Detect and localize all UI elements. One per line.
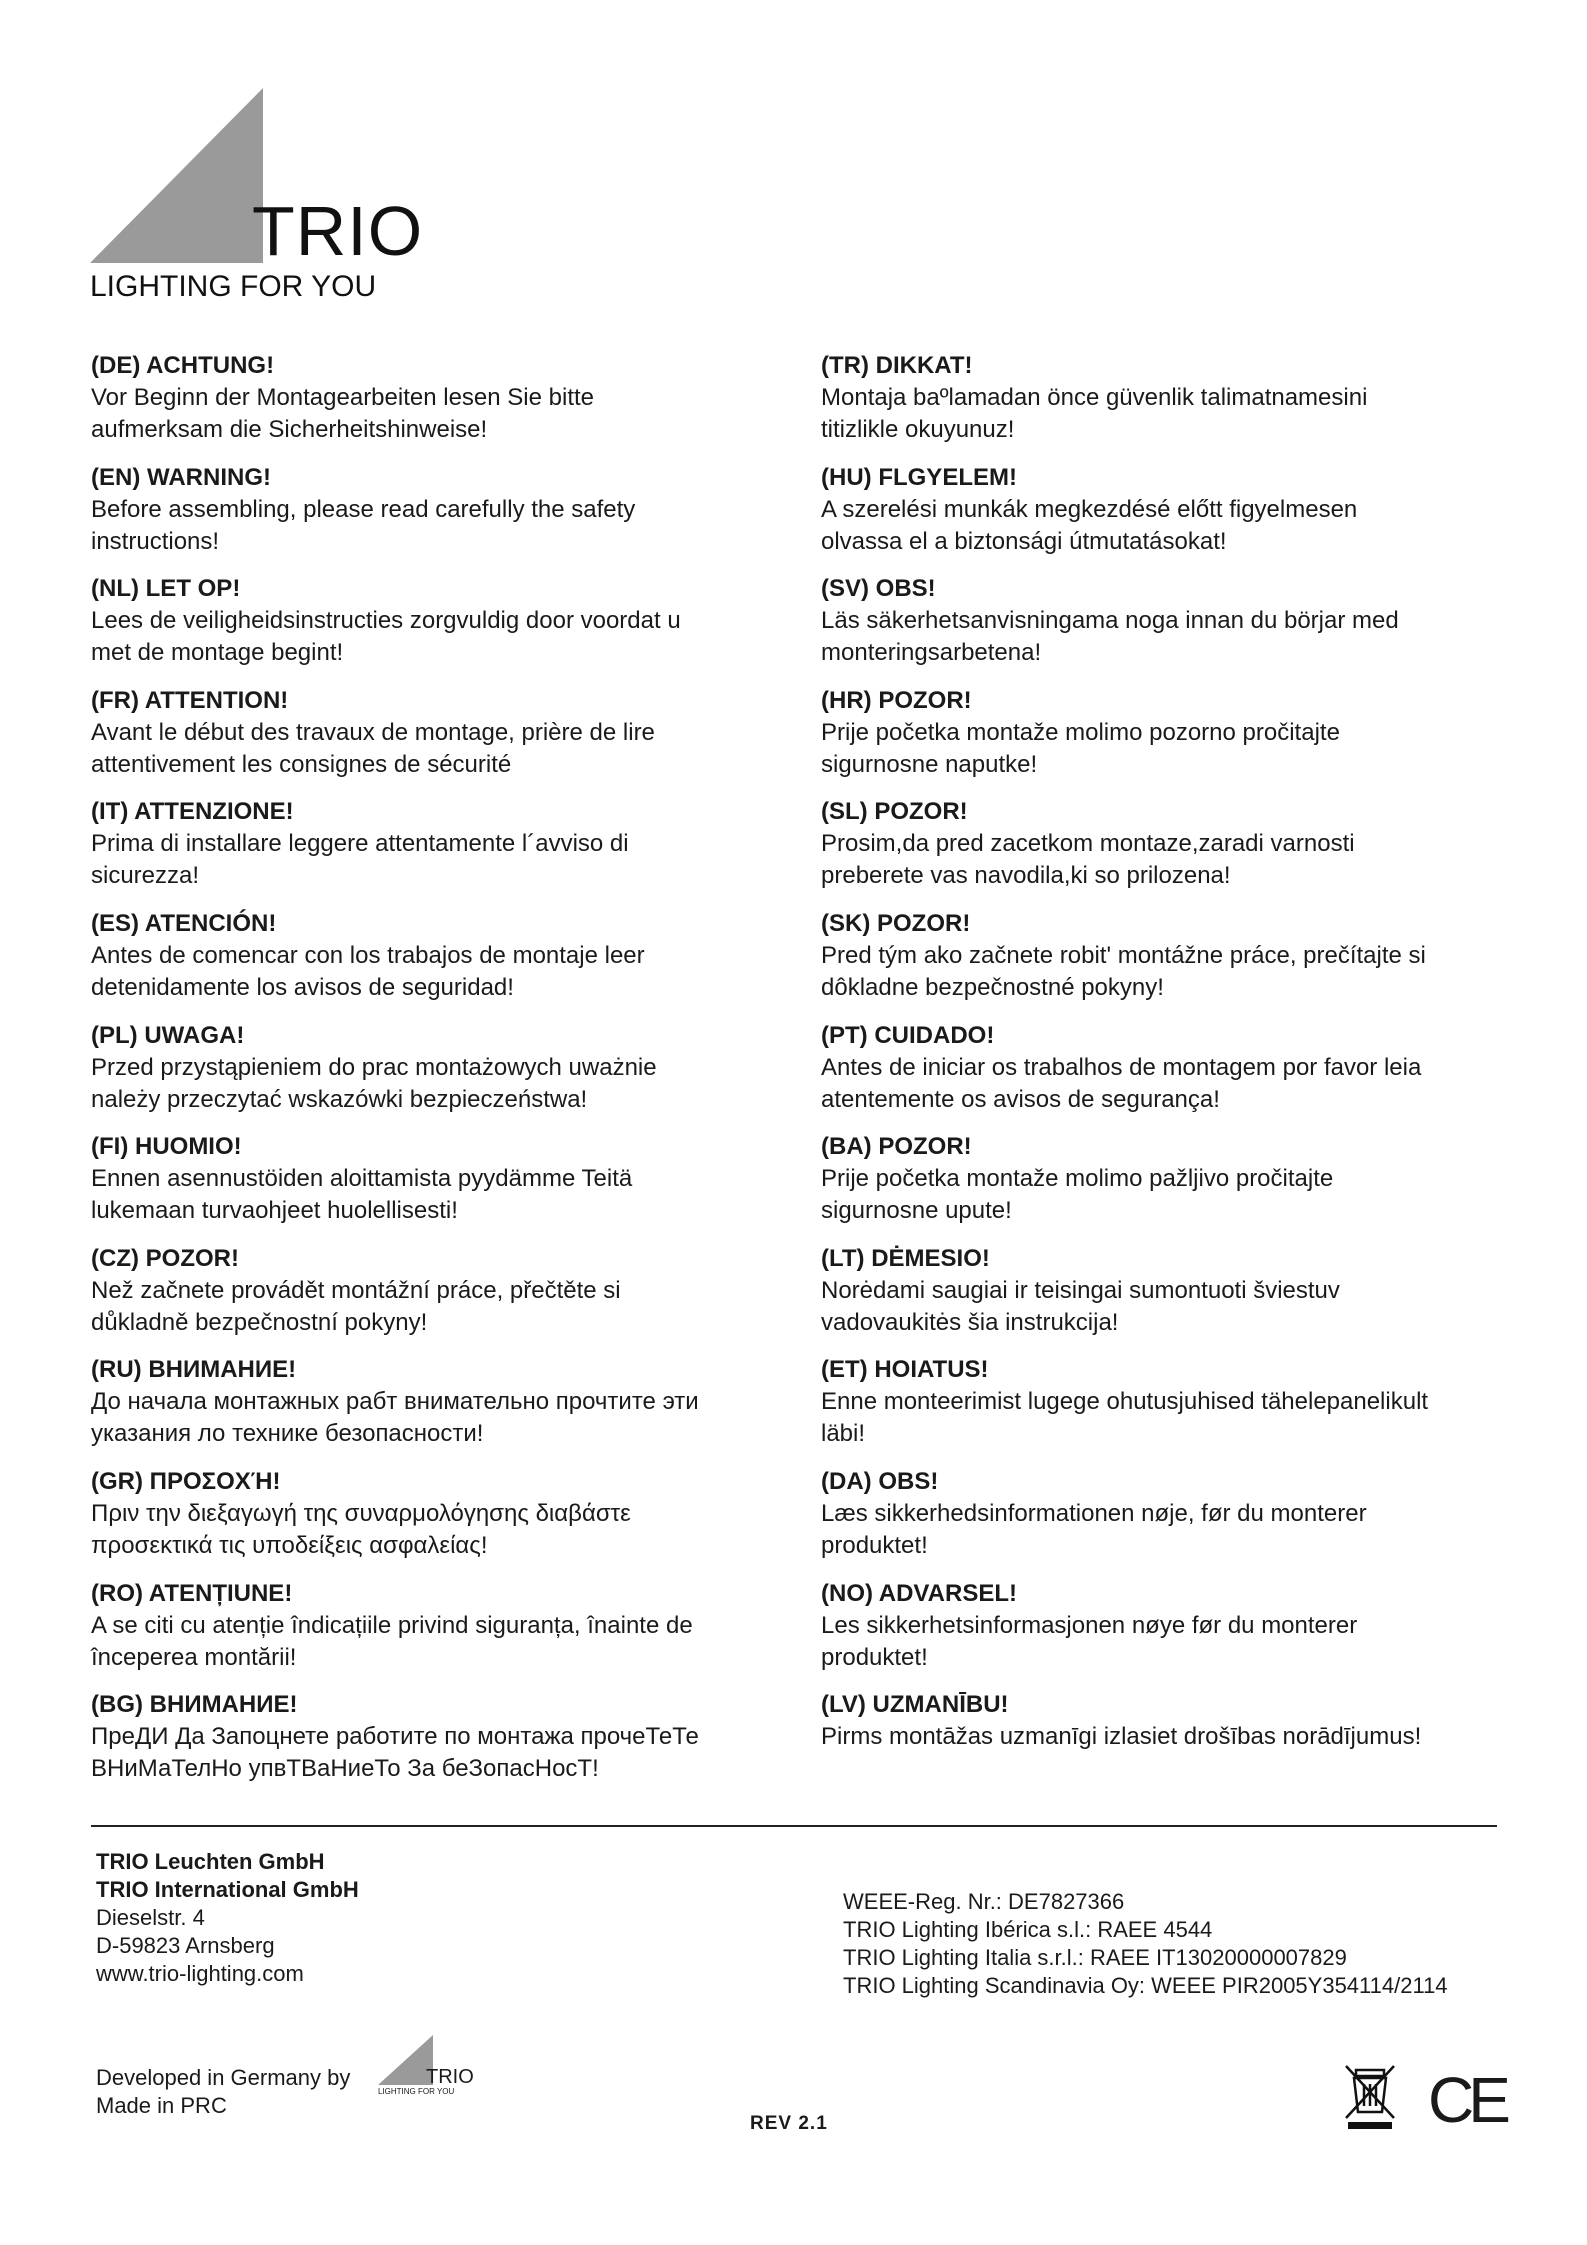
warning-heading: (ET) HOIATUS!	[821, 1356, 989, 1384]
warning-text-line: Prosim,da pred zacetkom montaze,zaradi varnosti	[821, 830, 1355, 858]
warning-heading: (CZ) POZOR!	[91, 1244, 239, 1272]
warning-entry	[821, 573, 1521, 685]
warning-entry	[91, 350, 811, 462]
warning-text-line: Antes de iniciar os trabalhos de montagem por favor leia	[821, 1053, 1422, 1081]
company-name-1: TRIO Leuchten GmbH	[96, 1849, 325, 1874]
warning-entry	[91, 1131, 811, 1243]
warning-text-line: lukemaan turvaohjeet huolellisesti!	[91, 1197, 458, 1225]
warning-text-line: Pred tým ako začnete robit' montážne práce, prečítajte si	[821, 941, 1426, 969]
company-city: D-59823 Arnsberg	[96, 1933, 275, 1958]
warning-text-line: Läs säkerhetsanvisningama noga innan du börjar med	[821, 607, 1399, 635]
warning-entry	[821, 1131, 1521, 1243]
ce-mark-icon: CE	[1428, 2064, 1505, 2136]
registration-line: TRIO Lighting Scandinavia Oy: WEEE PIR2005Y354114/2114	[843, 1973, 1448, 1998]
registration-line: TRIO Lighting Italia s.r.l.: RAEE IT13020000007829	[843, 1945, 1347, 1970]
warning-heading: (SK) POZOR!	[821, 909, 971, 937]
warning-entry	[91, 1689, 811, 1801]
warning-heading: (LT) DĖMESIO!	[821, 1244, 990, 1272]
warning-heading: (HR) POZOR!	[821, 686, 972, 714]
origin-info	[96, 2064, 350, 2120]
warning-entry	[821, 1020, 1521, 1132]
warning-text-line: Ennen asennustöiden aloittamista pyydämme Teitä	[91, 1165, 633, 1193]
warning-text-line: ПреДИ Да Запоцнете работите по монтажа прочеТеТе	[91, 1723, 699, 1751]
warning-entry	[91, 1466, 811, 1578]
warning-heading: (NO) ADVARSEL!	[821, 1579, 1017, 1607]
warning-text-line: До начала монтажных рабт внимательно прочтите эти	[91, 1388, 699, 1416]
warning-entry	[91, 796, 811, 908]
warning-text-line: προσεκτικά τις υποδείξεις ασφαλείας!	[91, 1531, 488, 1559]
warning-text-line: sigurnosne naputke!	[821, 750, 1038, 778]
warning-heading: (RU) ВНИМАНИЕ!	[91, 1356, 297, 1384]
revision-label: REV 2.1	[750, 2113, 828, 2134]
warnings-left-column	[91, 350, 811, 1801]
warning-text-line: Antes de comencar con los trabajos de montaje leer	[91, 941, 645, 969]
warning-heading: (PL) UWAGA!	[91, 1021, 245, 1049]
warning-text-line: Než začnete provádět montážní práce, přečtěte si	[91, 1276, 621, 1304]
warning-entry	[821, 350, 1521, 462]
warning-text-line: ВНиМаТелНо упвТВаНиеТо За беЗопасНосТ!	[91, 1755, 599, 1783]
warning-text-line: detenidamente los avisos de seguridad!	[91, 973, 514, 1001]
warning-entry	[821, 1243, 1521, 1355]
warning-text-line: preberete vas navodila,ki so prilozena!	[821, 862, 1231, 890]
warning-entry	[91, 462, 811, 574]
warning-text-line: olvassa el a biztonsági útmutatásokat!	[821, 527, 1227, 555]
warning-heading: (DA) OBS!	[821, 1467, 939, 1495]
warning-text-line: met de montage begint!	[91, 639, 344, 667]
warning-heading: (ES) ATENCIÓN!	[91, 909, 277, 937]
developed-in-germany: Developed in Germany by	[96, 2065, 351, 2090]
warning-heading: (SV) OBS!	[821, 575, 936, 603]
made-in-prc: Made in PRC	[96, 2093, 227, 2118]
warning-text-line: Enne monteerimist lugege ohutusjuhised tähelepanelikult	[821, 1388, 1429, 1416]
warning-entry	[821, 1689, 1521, 1801]
warning-text-line: Przed przystąpieniem do prac montażowych uważnie	[91, 1053, 657, 1081]
warning-text-line: Læs sikkerhedsinformationen nøje, før du monterer	[821, 1499, 1367, 1527]
warning-text-line: Pirms montāžas uzmanīgi izlasiet drošības norādījumus!	[821, 1723, 1422, 1751]
warning-heading: (FR) ATTENTION!	[91, 686, 289, 714]
warning-text-line: vadovaukitės šia instrukcija!	[821, 1308, 1119, 1336]
warning-heading: (LV) UZMANĪBU!	[821, 1691, 1009, 1719]
warning-entry	[821, 462, 1521, 574]
warning-heading: (RO) ATENȚIUNE!	[91, 1579, 293, 1607]
warning-text-line: Prima di installare leggere attentamente l´avviso di	[91, 830, 629, 858]
warning-text-line: Les sikkerhetsinformasjonen nøye før du monterer	[821, 1611, 1358, 1639]
warning-entry	[91, 573, 811, 685]
warning-entry	[91, 1578, 811, 1690]
warning-heading: (NL) LET OP!	[91, 575, 241, 603]
warning-text-line: atentemente os avisos de segurança!	[821, 1085, 1220, 1113]
mini-logo-tagline: LIGHTING FOR YOU	[378, 2087, 455, 2096]
logo-tagline: LIGHTING FOR YOU	[90, 270, 377, 303]
warning-text-line: důkladně bezpečnostní pokyny!	[91, 1308, 428, 1336]
warning-text-line: A szerelési munkák megkezdésé előtt figyelmesen	[821, 495, 1358, 523]
warning-text-line: należy przeczytać wskazówki bezpieczeństwa!	[91, 1085, 588, 1113]
warning-text-line: sicurezza!	[91, 862, 200, 890]
triangle-logo-icon	[90, 88, 270, 263]
warning-text-line: produktet!	[821, 1643, 928, 1671]
warning-text-line: Before assembling, please read carefully the safety	[91, 495, 636, 523]
company-website: www.trio-lighting.com	[96, 1961, 304, 1986]
warning-heading: (IT) ATTENZIONE!	[91, 798, 294, 826]
company-address	[96, 1848, 359, 1988]
warning-entry	[821, 685, 1521, 797]
registration-line: WEEE-Reg. Nr.: DE7827366	[843, 1889, 1125, 1914]
warning-text-line: attentivement les consignes de sécurité	[91, 750, 512, 778]
weee-bin-icon	[1340, 2060, 1400, 2137]
warning-text-line: începerea montării!	[91, 1643, 297, 1671]
warning-text-line: titizlikle okuyunuz!	[821, 416, 1015, 443]
warning-text-line: sigurnosne upute!	[821, 1197, 1012, 1225]
warning-entry	[91, 685, 811, 797]
warning-heading: (HU) FLGYELEM!	[821, 463, 1017, 491]
warning-text-line: monteringsarbetena!	[821, 639, 1042, 667]
warning-text-line: Avant le début des travaux de montage, prière de lire	[91, 718, 655, 746]
warning-heading: (FI) HUOMIO!	[91, 1133, 242, 1161]
warning-heading: (BG) ВНИМАНИЕ!	[91, 1691, 298, 1719]
warning-entry	[91, 908, 811, 1020]
company-name-2: TRIO International GmbH	[96, 1877, 359, 1902]
warning-text-line: A se citi cu atenție îndicațiile privind siguranța, înainte de	[91, 1611, 693, 1639]
warning-entry	[821, 796, 1521, 908]
warning-text-line: Prije početka montaže molimo pažljivo pročitajte	[821, 1165, 1334, 1193]
warning-heading: (SL) POZOR!	[821, 798, 968, 826]
warning-text-line: Norėdami saugiai ir teisingai sumontuoti šviestuv	[821, 1276, 1340, 1304]
warning-text-line: instructions!	[91, 527, 220, 555]
warning-text-line: Πριν την διεξαγωγή της συναρμολόγησης διαβάστε	[91, 1499, 631, 1527]
warning-entry	[91, 1020, 811, 1132]
warning-heading: (BA) POZOR!	[821, 1133, 972, 1161]
mini-logo-brand: TRIO	[426, 2066, 474, 2088]
trio-logo	[90, 88, 424, 313]
warning-entry	[821, 1578, 1521, 1690]
warning-entry	[821, 908, 1521, 1020]
warning-heading: (GR) ΠΡΟΣΟΧΉ!	[91, 1467, 281, 1495]
company-street: Dieselstr. 4	[96, 1905, 205, 1930]
warnings-right-column	[821, 350, 1521, 1801]
warning-text-line: produktet!	[821, 1531, 928, 1559]
registration-list	[843, 1888, 1448, 2000]
warning-heading: (EN) WARNING!	[91, 463, 271, 491]
warning-entry	[821, 1354, 1521, 1466]
warning-entry	[821, 1466, 1521, 1578]
warning-text-line: läbi!	[821, 1420, 866, 1448]
registration-line: TRIO Lighting Ibérica s.l.: RAEE 4544	[843, 1917, 1213, 1942]
warning-text-line: dôkladne bezpečnostné pokyny!	[821, 973, 1164, 1001]
footer-divider	[91, 1825, 1497, 1827]
warning-entry	[91, 1243, 811, 1355]
warning-text-line: Montaja baºlamadan önce güvenlik talimatnamesini	[821, 384, 1368, 411]
warning-text-line: Vor Beginn der Montagearbeiten lesen Sie bitte	[91, 384, 595, 411]
warning-text-line: Lees de veiligheidsinstructies zorgvuldig door voordat u	[91, 607, 681, 635]
mini-trio-logo	[378, 2035, 478, 2101]
warning-text-line: aufmerksam die Sicherheitshinweise!	[91, 416, 488, 443]
warning-entry	[91, 1354, 811, 1466]
warning-heading: (PT) CUIDADO!	[821, 1021, 995, 1049]
warning-text-line: Prije početka montaže molimo pozorno pročitajte	[821, 718, 1340, 746]
warning-heading: (TR) DIKKAT!	[821, 352, 973, 379]
warning-heading: (DE) ACHTUNG!	[91, 352, 275, 379]
logo-brand: TRIO	[252, 192, 424, 270]
warning-text-line: указания ло технике безопасности!	[91, 1420, 484, 1448]
